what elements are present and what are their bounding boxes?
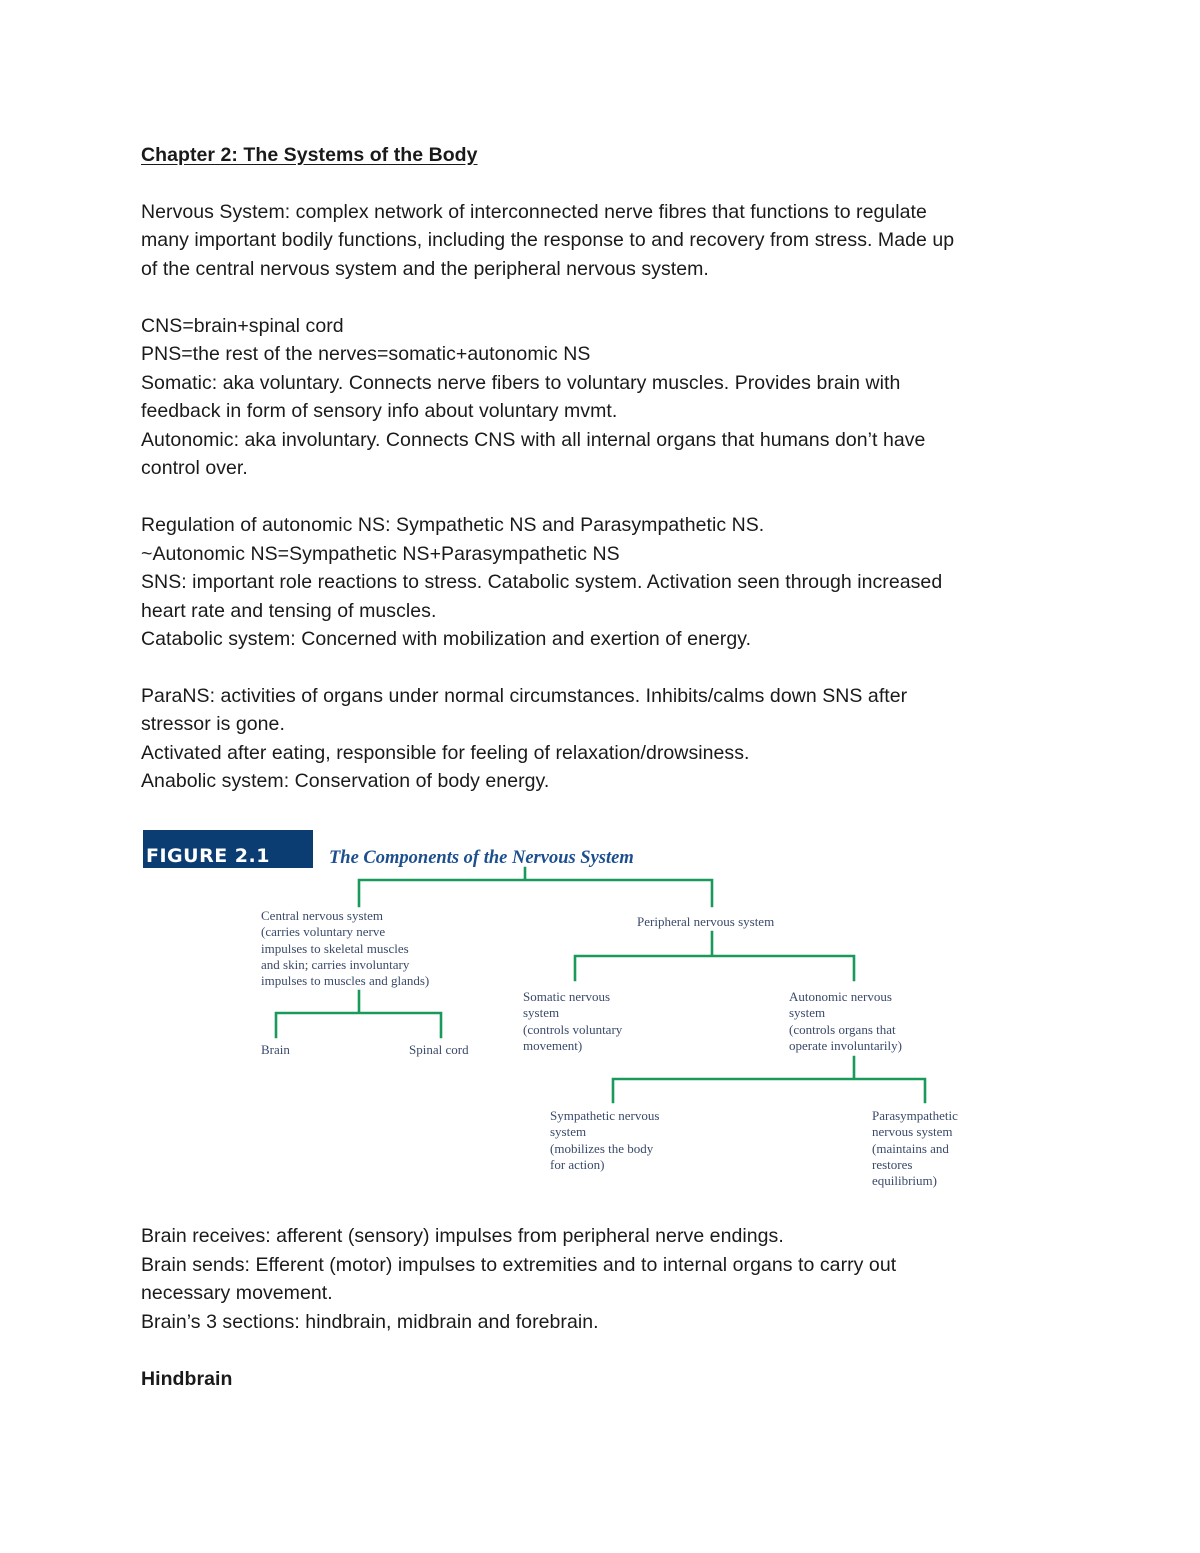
text-line: heart rate and tensing of muscles.: [141, 600, 437, 622]
node-brain: Brain: [261, 1042, 290, 1057]
figure-title: The Components of the Nervous System: [329, 848, 634, 868]
text-line: ~Autonomic NS=Sympathetic NS+Parasympathetic NS: [141, 543, 620, 565]
text-line: of the central nervous system and the peripheral nervous system.: [141, 258, 709, 280]
text-line: control over.: [141, 457, 248, 479]
text-line: necessary movement.: [141, 1282, 333, 1304]
text-line: SNS: important role reactions to stress. Catabolic system. Activation seen through increased: [141, 571, 943, 593]
text-line: ParaNS: activities of organs under normal circumstances. Inhibits/calms down SNS after: [141, 685, 908, 707]
connector-cns: [276, 991, 441, 1037]
node-spinal-cord: Spinal cord: [409, 1042, 469, 1057]
node-autonomic-nervous-system: Autonomic nervous system (controls organs that operate involuntarily): [789, 989, 902, 1053]
connector-root: [359, 868, 712, 906]
node-central-nervous-system: Central nervous system (carries voluntary nerve impulses to skeletal muscles and skin; carries involuntary impulses to muscles and glands): [261, 908, 430, 989]
node-sympathetic-nervous-system: Sympathetic nervous system (mobilizes the body for action): [550, 1108, 660, 1172]
text-line: Brain sends: Efferent (motor) impulses to extremities and to internal organs to carry out: [141, 1254, 897, 1276]
figure-nervous-system: [143, 830, 983, 1190]
node-peripheral-nervous-system: Peripheral nervous system: [637, 914, 775, 929]
text-line: Activated after eating, responsible for feeling of relaxation/drowsiness.: [141, 742, 750, 764]
text-line: Catabolic system: Concerned with mobilization and exertion of energy.: [141, 628, 752, 650]
chapter-title: Chapter 2: The Systems of the Body: [141, 144, 478, 166]
figure-label: FIGURE 2.1: [143, 844, 313, 868]
text-line: Autonomic: aka involuntary. Connects CNS with all internal organs that humans don’t have: [141, 429, 926, 451]
section-heading-hindbrain: Hindbrain: [141, 1368, 233, 1390]
text-line: Regulation of autonomic NS: Sympathetic NS and Parasympathetic NS.: [141, 514, 765, 536]
text-line: Brain’s 3 sections: hindbrain, midbrain and forebrain.: [141, 1311, 599, 1333]
text-line: stressor is gone.: [141, 713, 285, 735]
text-line: Somatic: aka voluntary. Connects nerve fibers to voluntary muscles. Provides brain with: [141, 372, 901, 394]
node-somatic-nervous-system: Somatic nervous system (controls voluntary movement): [523, 989, 623, 1053]
text-line: Nervous System: complex network of interconnected nerve fibres that functions to regulate: [141, 201, 927, 223]
text-line: CNS=brain+spinal cord: [141, 315, 344, 337]
text-line: feedback in form of sensory info about voluntary mvmt.: [141, 400, 618, 422]
text-line: Anabolic system: Conservation of body energy.: [141, 770, 550, 792]
text-line: PNS=the rest of the nerves=somatic+autonomic NS: [141, 343, 591, 365]
text-line: many important bodily functions, including the response to and recovery from stress. Made up: [141, 229, 955, 251]
text-line: Brain receives: afferent (sensory) impulses from peripheral nerve endings.: [141, 1225, 784, 1247]
node-parasympathetic-nervous-system: Parasympathetic nervous system (maintains and restores equilibrium): [872, 1108, 958, 1189]
connector-autonomic: [613, 1057, 925, 1102]
connector-pns: [575, 932, 854, 980]
